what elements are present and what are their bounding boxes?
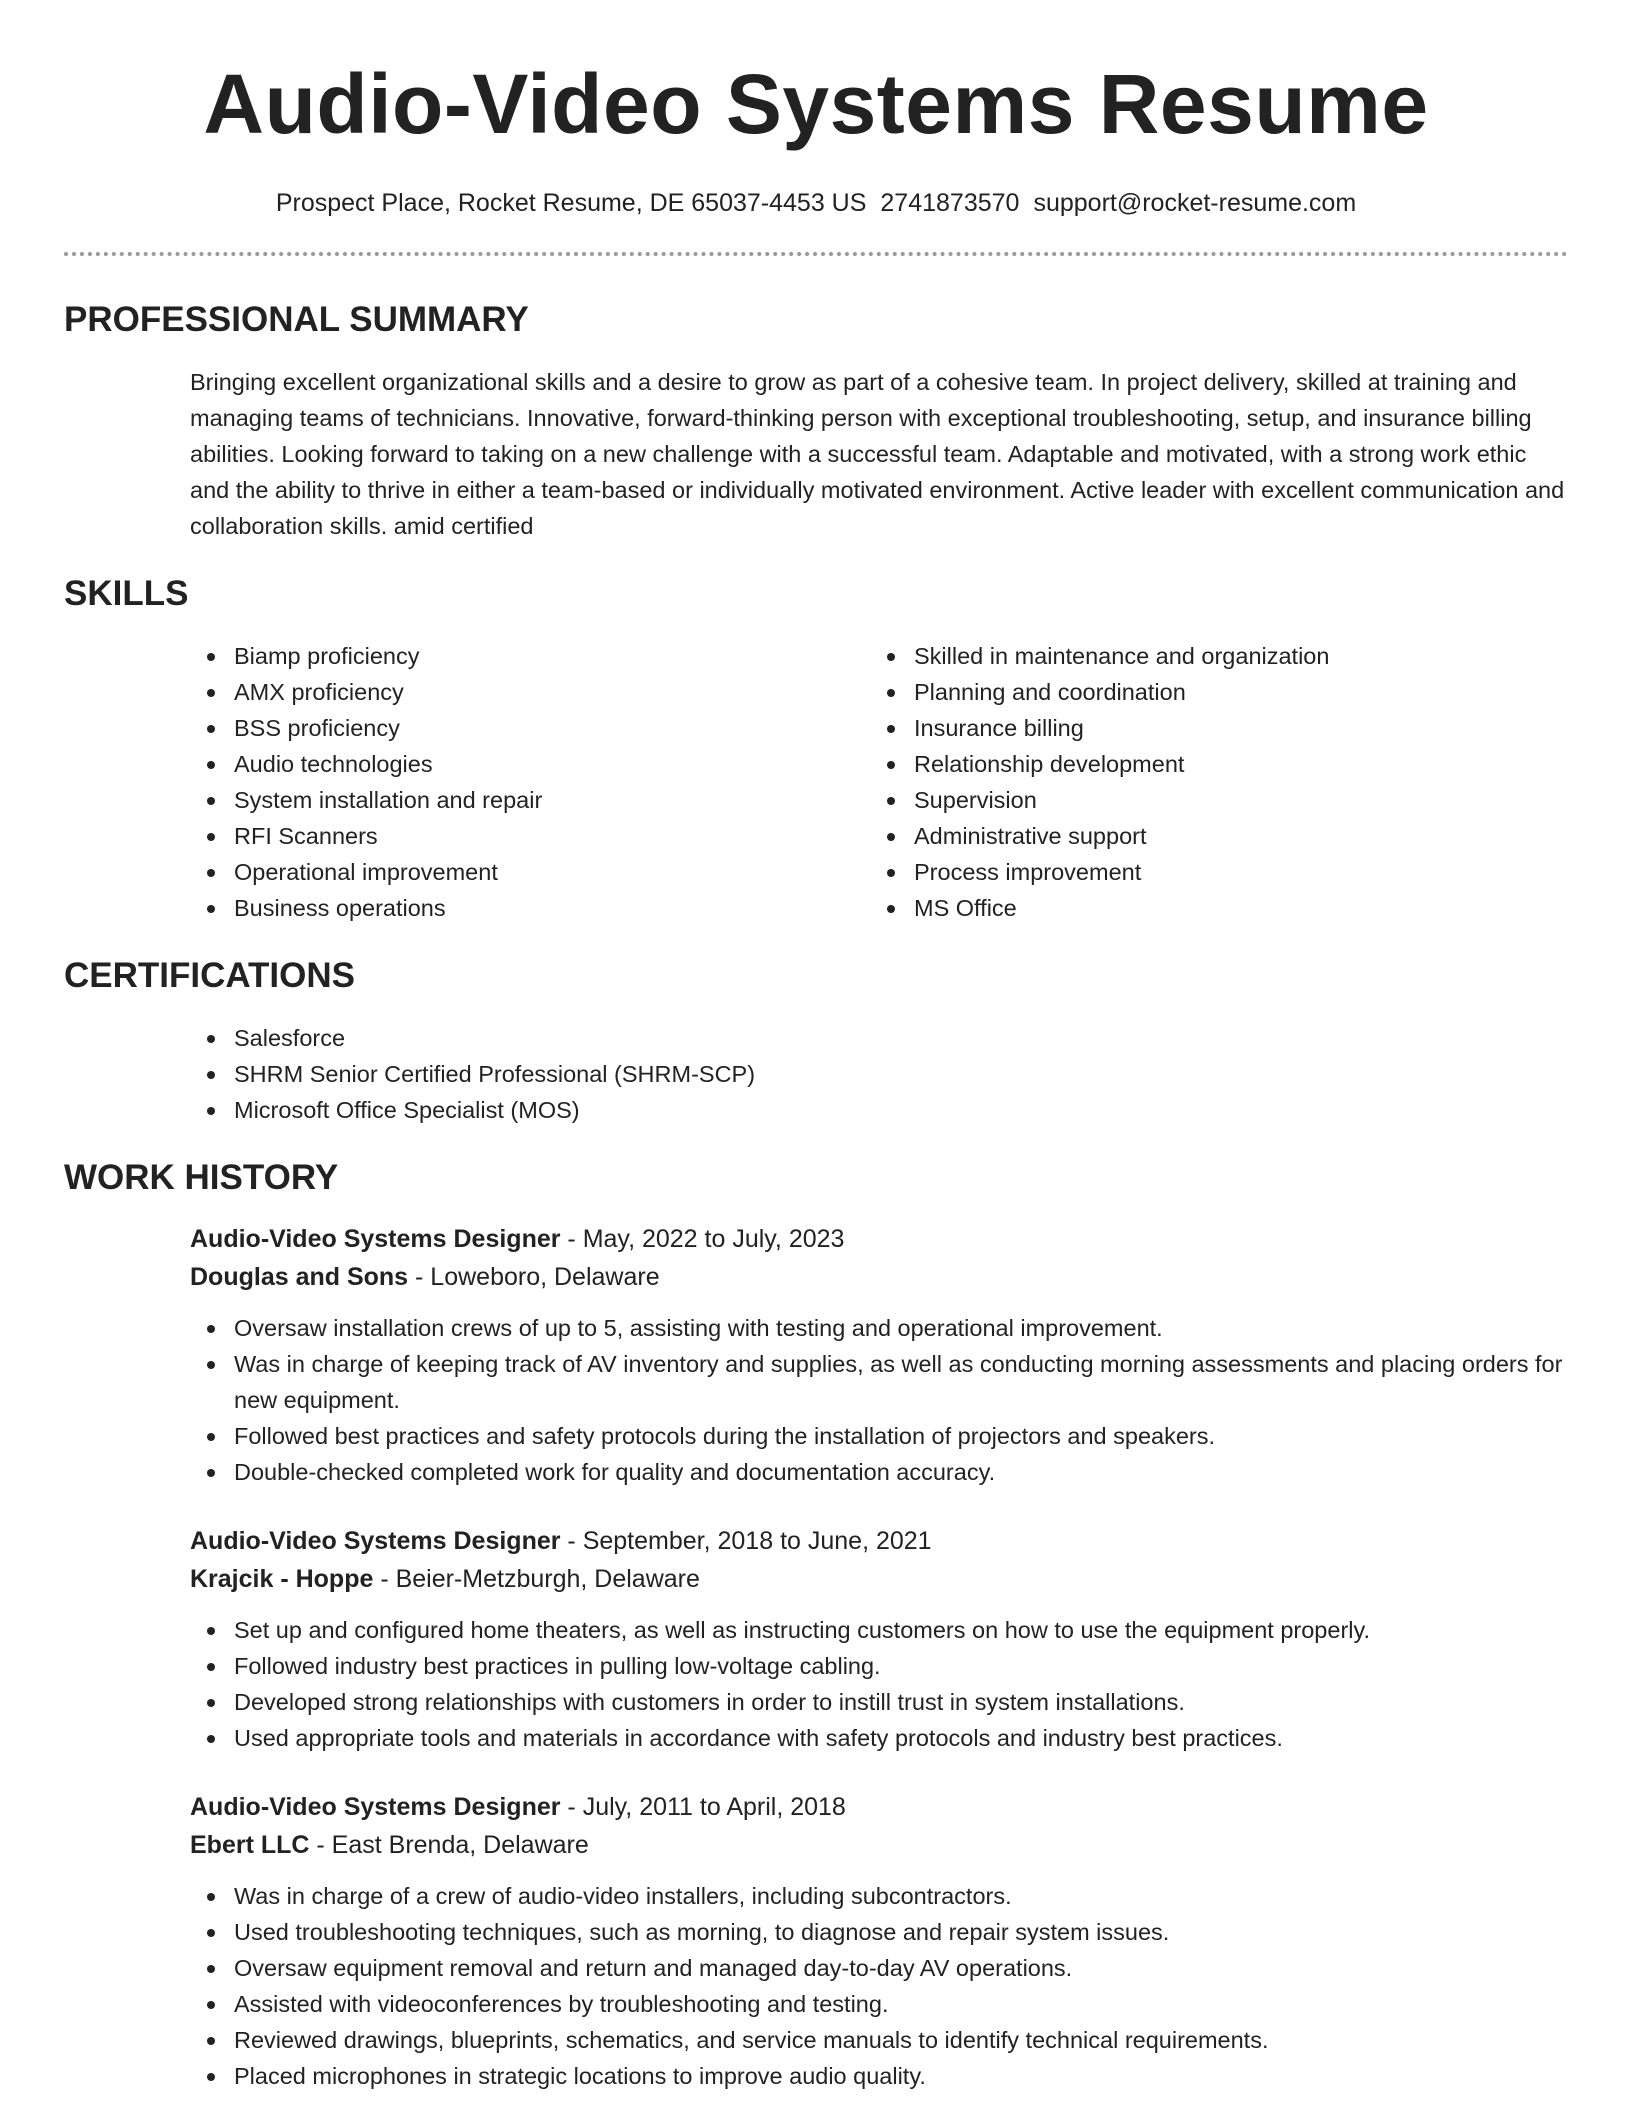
job-company: Douglas and Sons — [190, 1263, 409, 1291]
job-location: - Loweboro, Delaware — [408, 1263, 660, 1291]
list-item: Planning and coordination — [870, 674, 1550, 710]
list-item: Placed microphones in strategic locations to improve audio quality. — [190, 2058, 1568, 2094]
skills-list-left — [190, 638, 870, 926]
list-item: Relationship development — [870, 746, 1550, 782]
resume-title: Audio-Video Systems Resume — [203, 57, 1429, 151]
list-item: Insurance billing — [870, 710, 1550, 746]
job-company-line — [190, 1826, 1568, 1864]
job-location: - Beier-Metzburgh, Delaware — [373, 1565, 700, 1593]
job-bullets — [190, 1612, 1568, 1756]
list-item: Salesforce — [190, 1020, 1568, 1056]
list-item: Used troubleshooting techniques, such as morning, to diagnose and repair system issues. — [190, 1914, 1568, 1950]
list-item: System installation and repair — [190, 782, 870, 818]
job-title-line — [190, 1522, 1568, 1560]
contact-address: Prospect Place, Rocket Resume, DE 65037-4453 US — [275, 189, 867, 217]
list-item: Audio technologies — [190, 746, 870, 782]
job-dates: - September, 2018 to June, 2021 — [560, 1527, 932, 1555]
list-item: Skilled in maintenance and organization — [870, 638, 1550, 674]
job-company-line — [190, 1258, 1568, 1296]
list-item: AMX proficiency — [190, 674, 870, 710]
job-dates: - July, 2011 to April, 2018 — [560, 1793, 846, 1821]
list-item: Administrative support — [870, 818, 1550, 854]
work-history-section — [64, 1156, 1568, 2094]
list-item: Was in charge of a crew of audio-video installers, including subcontractors. — [190, 1878, 1568, 1914]
certifications-section — [64, 954, 1568, 1128]
list-item: Supervision — [870, 782, 1550, 818]
list-item: Operational improvement — [190, 854, 870, 890]
list-item: Set up and configured home theaters, as well as instructing customers on how to use the equipment properly. — [190, 1612, 1568, 1648]
summary-text: Bringing excellent organizational skills and a desire to grow as part of a cohesive team. In project delivery, skilled at training and managing teams of technicians. Innovative, forward-thinking person with exceptional troubleshooting, setup, and insurance billing abilities. Looking forward to taking on a new challenge with a successful team. Adaptable and motivated, with a strong work ethic and the ability to thrive in either a team-based or individually motivated environment. Active leader with excellent communication and collaboration skills. amid certified — [190, 369, 1565, 539]
list-item: BSS proficiency — [190, 710, 870, 746]
job-bullets — [190, 1310, 1568, 1490]
job-entry — [190, 1788, 1568, 2094]
job-bullets — [190, 1878, 1568, 2094]
list-item: SHRM Senior Certified Professional (SHRM-SCP) — [190, 1056, 1568, 1092]
job-dates: - May, 2022 to July, 2023 — [560, 1225, 845, 1253]
summary-section — [64, 298, 1568, 544]
contact-line — [64, 186, 1568, 220]
certifications-list — [190, 1020, 1568, 1128]
certifications-heading: CERTIFICATIONS — [64, 956, 356, 995]
job-company: Ebert LLC — [190, 1831, 310, 1859]
skills-section — [64, 572, 1568, 926]
work-history-heading: WORK HISTORY — [64, 1158, 339, 1197]
summary-heading: PROFESSIONAL SUMMARY — [64, 300, 529, 339]
header-divider — [64, 252, 1568, 256]
list-item: RFI Scanners — [190, 818, 870, 854]
list-item: Double-checked completed work for quality and documentation accuracy. — [190, 1454, 1568, 1490]
list-item: Followed best practices and safety protocols during the installation of projectors and speakers. — [190, 1418, 1568, 1454]
list-item: Was in charge of keeping track of AV inventory and supplies, as well as conducting morning assessments and placing orders for new equipment. — [190, 1346, 1568, 1418]
job-role: Audio-Video Systems Designer — [190, 1527, 561, 1555]
contact-email: support@rocket-resume.com — [1033, 189, 1357, 217]
job-role: Audio-Video Systems Designer — [190, 1793, 561, 1821]
skills-heading: SKILLS — [64, 574, 189, 613]
list-item: Microsoft Office Specialist (MOS) — [190, 1092, 1568, 1128]
skills-list-right — [870, 638, 1550, 926]
job-company-line — [190, 1560, 1568, 1598]
list-item: MS Office — [870, 890, 1550, 926]
job-role: Audio-Video Systems Designer — [190, 1225, 561, 1253]
resume-header — [64, 0, 1568, 220]
job-entry — [190, 1220, 1568, 1490]
job-title-line — [190, 1788, 1568, 1826]
list-item: Biamp proficiency — [190, 638, 870, 674]
list-item: Followed industry best practices in pulling low-voltage cabling. — [190, 1648, 1568, 1684]
job-company: Krajcik - Hoppe — [190, 1565, 374, 1593]
list-item: Developed strong relationships with customers in order to instill trust in system installations. — [190, 1684, 1568, 1720]
list-item: Reviewed drawings, blueprints, schematics, and service manuals to identify technical requirements. — [190, 2022, 1568, 2058]
list-item: Oversaw equipment removal and return and managed day-to-day AV operations. — [190, 1950, 1568, 1986]
list-item: Used appropriate tools and materials in accordance with safety protocols and industry best practices. — [190, 1720, 1568, 1756]
job-entry — [190, 1522, 1568, 1756]
contact-phone: 2741873570 — [880, 189, 1020, 217]
job-location: - East Brenda, Delaware — [309, 1831, 589, 1859]
job-title-line — [190, 1220, 1568, 1258]
list-item: Process improvement — [870, 854, 1550, 890]
list-item: Oversaw installation crews of up to 5, assisting with testing and operational improvement. — [190, 1310, 1568, 1346]
list-item: Assisted with videoconferences by troubleshooting and testing. — [190, 1986, 1568, 2022]
list-item: Business operations — [190, 890, 870, 926]
